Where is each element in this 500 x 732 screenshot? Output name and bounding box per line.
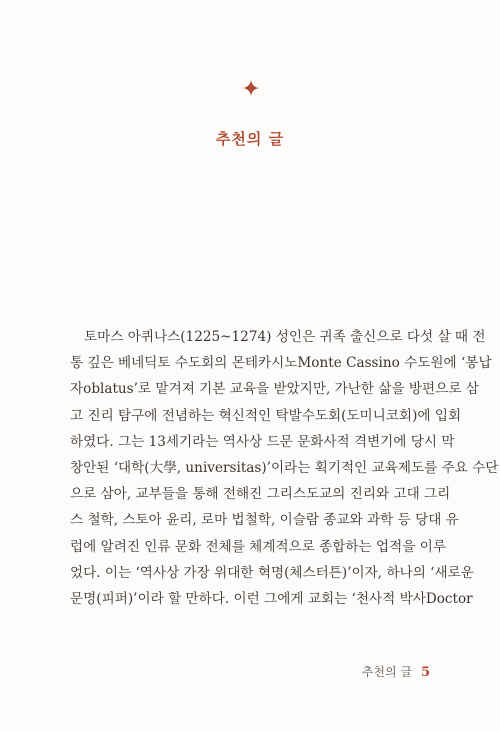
text-line: 하였다. 그는 13세기라는 역사상 드문 문화사적 격변기에 당시 막: [70, 433, 455, 450]
running-footer-title: 추천의 글: [361, 665, 412, 679]
text-line: 스 철학, 스토아 윤리, 로마 법철학, 이슬람 종교와 과학 등 당대 유: [70, 512, 459, 529]
text-line: 으로 삼아, 교부들을 통해 전해진 그리스도교의 진리와 고대 그리: [70, 486, 451, 503]
text-line: 통 깊은 베네딕토 수도회의 몬테카시노Monte Cassino 수도원에 ‘봉납: [70, 355, 492, 372]
page-number: 5: [420, 665, 430, 680]
text-line: 럽에 알려진 인류 문화 전체를 체계적으로 종합하는 업적을 이루: [70, 538, 446, 555]
body-paragraph: [70, 324, 499, 612]
four-point-star-icon: [243, 80, 259, 96]
text-line: 창안된 ‘대학(大學, universitas)’이라는 획기적인 교육제도를 주요 수단: [70, 459, 499, 476]
text-line: 토마스 아퀴나스(1225~1274) 성인은 귀족 출신으로 다섯 살 때 전: [84, 329, 486, 345]
text-line: 자oblatus’로 맡겨져 기본 교육을 받았지만, 가난한 삶을 방편으로 삼: [70, 381, 479, 398]
text-line: 고 진리 탐구에 전념하는 혁신적인 탁발수도회(도미니코회)에 입회: [70, 407, 462, 424]
text-line: 었다. 이는 ‘역사상 가장 위대한 혁명(체스터튼)’이자, 하나의 ‘새로운: [70, 564, 474, 581]
text-line: 문명(피퍼)’이라 할 만하다. 이런 그에게 교회는 ‘천사적 박사Doctor: [70, 590, 473, 607]
page-footer: [362, 663, 430, 680]
section-heading: 추천의 글: [215, 130, 285, 148]
